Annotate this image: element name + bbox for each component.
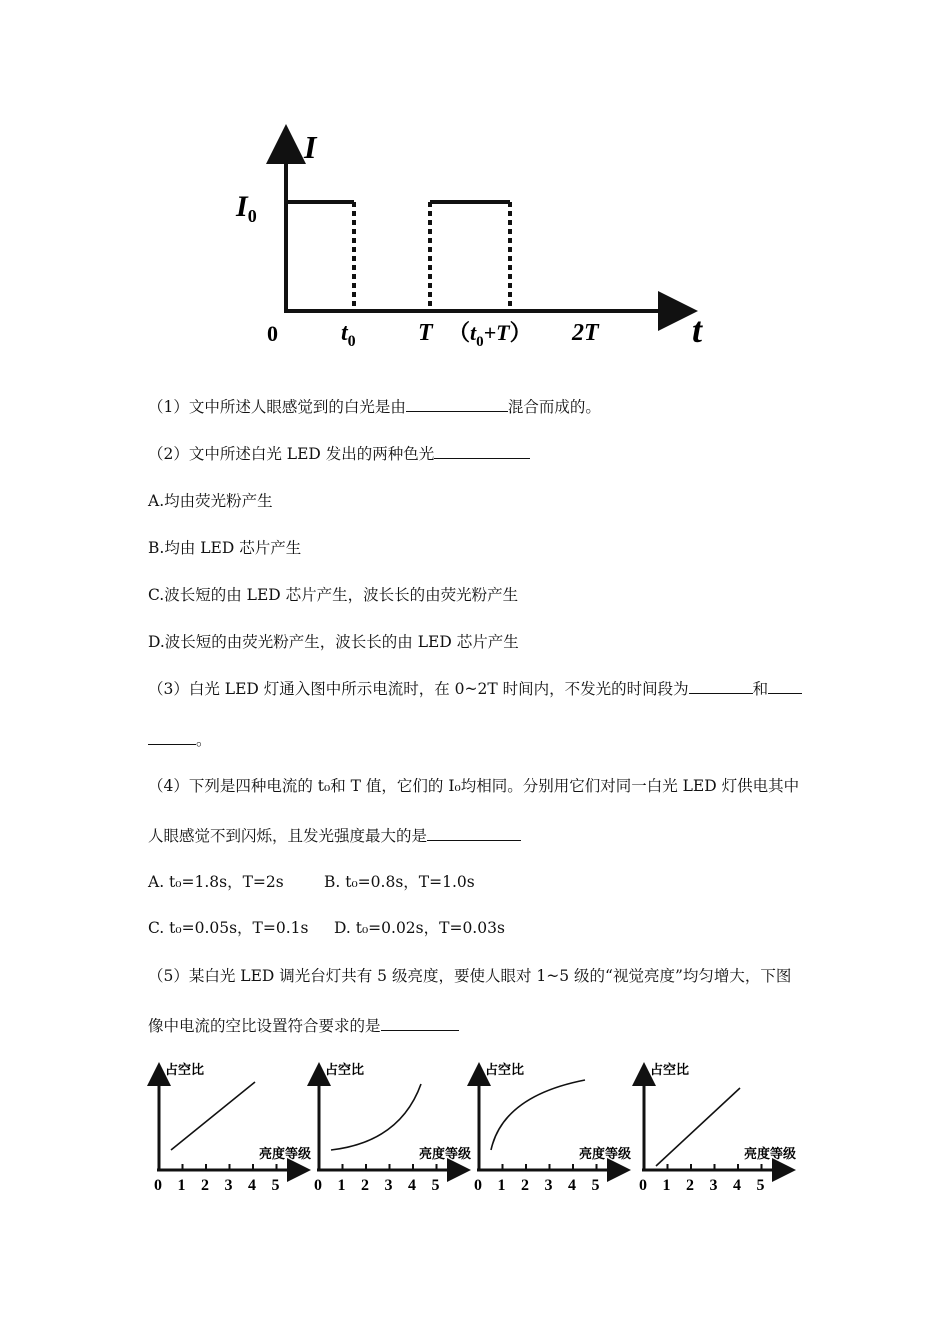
y-axis-label: I (304, 129, 317, 165)
duty-cycle-graph-c (465, 1058, 640, 1203)
tick-label: 1 (177, 1177, 186, 1194)
t0-plus-T-label: $(t_0+T)$ (448, 320, 532, 350)
tick-label: 5 (431, 1177, 440, 1194)
tick-label: 3 (709, 1177, 718, 1194)
y-axis-label: 占空比 (325, 1062, 365, 1077)
question-1: （1）文中所述人眼感觉到的白光是由 混合而成的。 (148, 398, 601, 416)
2T-label: 2T (572, 320, 599, 346)
tick-label: 4 (248, 1177, 256, 1194)
question-5-line1: （5）某白光 LED 调光台灯共有 5 级亮度，要使人眼对 1~5 级的“视觉亮度”均匀增大，下图 (148, 967, 792, 985)
T-label: T (418, 320, 433, 346)
x-axis-label: 亮度等级 (259, 1146, 312, 1161)
y-axis-label: 占空比 (165, 1062, 205, 1077)
t0-label: $t_0$ (341, 320, 356, 350)
x-axis-label: t (692, 310, 703, 350)
tick-label: 3 (384, 1177, 393, 1194)
q4-option-d: D. t₀=0.02s，T=0.03s (334, 919, 505, 937)
y-axis-label: 占空比 (650, 1062, 690, 1077)
tick-label: 0 (639, 1177, 647, 1194)
current-time-graph (220, 120, 730, 360)
duty-cycle-graph-d (630, 1058, 805, 1203)
x-axis-label: 亮度等级 (744, 1146, 797, 1161)
duty-cycle-curve (331, 1084, 421, 1150)
q2-option-b: B.均由 LED 芯片产生 (148, 539, 302, 557)
tick-label: 3 (544, 1177, 553, 1194)
tick-label: 4 (568, 1177, 576, 1194)
tick-label: 2 (201, 1177, 209, 1194)
q2-option-d: D.波长短的由荧光粉产生，波长长的由 LED 芯片产生 (148, 633, 519, 651)
tick-label: 3 (224, 1177, 233, 1194)
tick-label: 2 (361, 1177, 369, 1194)
answer-blank-2b[interactable] (148, 730, 196, 745)
duty-cycle-graph-a (145, 1058, 320, 1203)
tick-label: 5 (271, 1177, 280, 1194)
tick-label: 4 (408, 1177, 416, 1194)
duty-cycle-curve (656, 1088, 740, 1166)
duty-cycle-curve (171, 1082, 255, 1150)
answer-blank-2a[interactable] (768, 679, 802, 694)
x-axis-label: 亮度等级 (419, 1146, 472, 1161)
question-3-cont: 。 (148, 730, 212, 750)
answer-blank-1[interactable] (689, 679, 753, 694)
tick-label: 1 (337, 1177, 346, 1194)
q4-option-a: A. t₀=1.8s，T=2s (148, 873, 284, 891)
tick-label: 4 (733, 1177, 741, 1194)
question-4-line1: （4）下列是四种电流的 t₀和 T 值，它们的 I₀均相同。分别用它们对同一白光 LED 灯供电其中 (148, 777, 800, 795)
q2-option-a: A.均由荧光粉产生 (148, 492, 273, 510)
tick-label: 1 (662, 1177, 671, 1194)
q2-option-c: C.波长短的由 LED 芯片产生，波长长的由荧光粉产生 (148, 586, 519, 604)
q4-option-b: B. t₀=0.8s，T=1.0s (324, 873, 475, 891)
answer-blank[interactable] (406, 397, 508, 412)
i0-label: $I_0$ (236, 190, 257, 226)
tick-label: 0 (474, 1177, 482, 1194)
tick-label: 0 (154, 1177, 162, 1194)
tick-label: 5 (591, 1177, 600, 1194)
answer-blank[interactable] (434, 444, 530, 459)
q4-option-c: C. t₀=0.05s，T=0.1s (148, 919, 309, 937)
question-4-line2: 人眼感觉不到闪烁，且发光强度最大的是 (148, 826, 521, 846)
x-axis-label: 亮度等级 (579, 1146, 632, 1161)
question-5-line2: 像中电流的空比设置符合要求的是 (148, 1016, 459, 1036)
tick-label: 5 (756, 1177, 765, 1194)
question-2: （2）文中所述白光 LED 发出的两种色光 (148, 444, 530, 464)
answer-blank[interactable] (381, 1016, 459, 1031)
tick-label: 2 (686, 1177, 694, 1194)
answer-blank[interactable] (427, 826, 521, 841)
tick-label: 0 (314, 1177, 322, 1194)
origin-label: 0 (267, 321, 278, 346)
question-3: （3）白光 LED 灯通入图中所示电流时，在 0~2T 时间内，不发光的时间段为 和 (148, 679, 802, 699)
y-axis-label: 占空比 (485, 1062, 525, 1077)
tick-label: 1 (497, 1177, 506, 1194)
duty-cycle-curve (491, 1080, 585, 1150)
tick-label: 2 (521, 1177, 529, 1194)
duty-cycle-graph-b (305, 1058, 480, 1203)
